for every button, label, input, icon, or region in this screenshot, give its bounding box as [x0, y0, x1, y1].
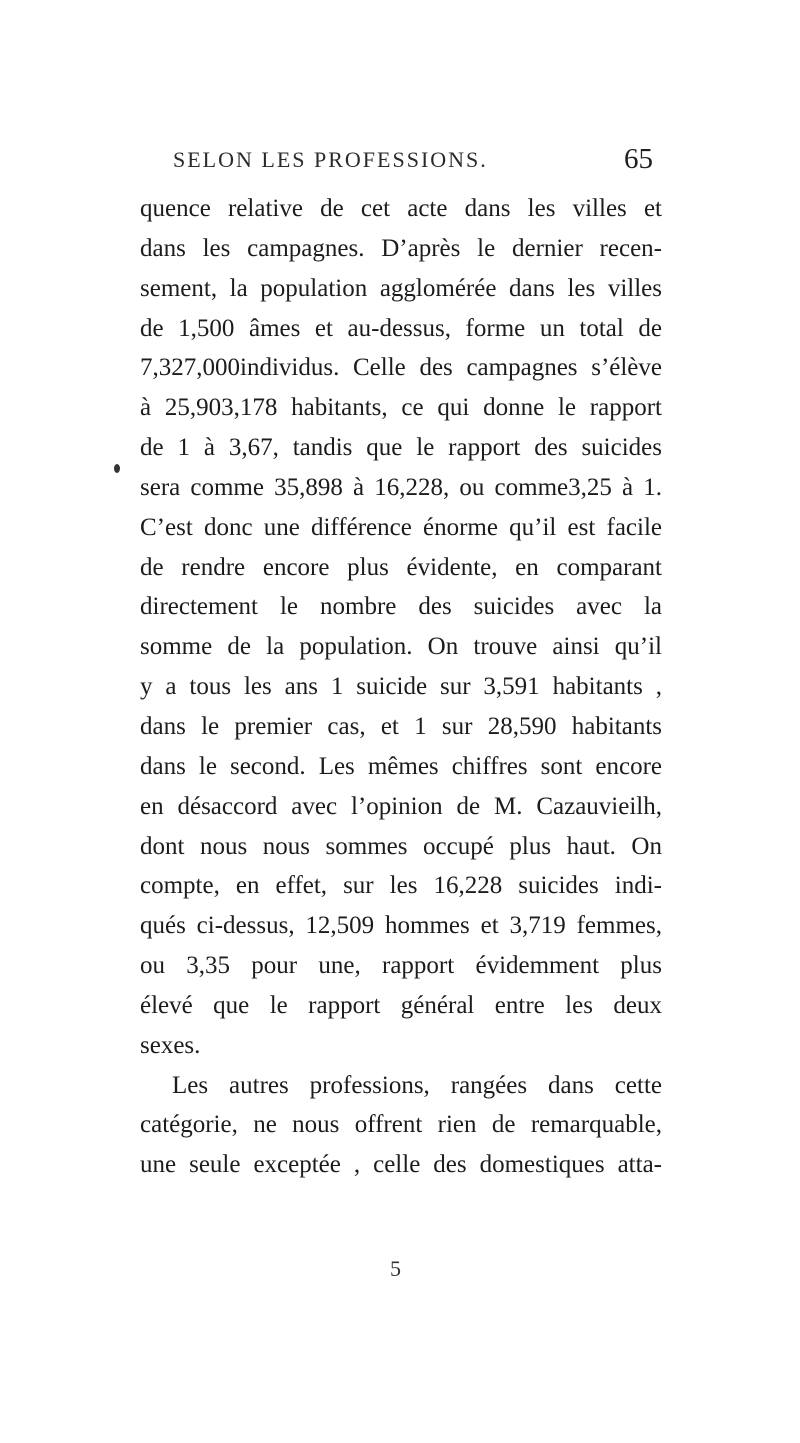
running-title: SELON LES PROFESSIONS.: [173, 147, 488, 172]
text-line: dans le premier cas, et 1 sur 28,590 habitants: [140, 712, 662, 740]
signature-mark: 5: [390, 1256, 401, 1281]
text-line: ou 3,35 pour une, rapport évidemment plus: [140, 952, 662, 980]
text-line: catégorie, ne nous offrent rien de remarquable,: [140, 1111, 662, 1139]
text-line: Les autres professions, rangées dans cette: [172, 1071, 662, 1099]
text-line: dans les campagnes. D’après le dernier recen-: [140, 234, 662, 262]
running-head: [173, 143, 653, 183]
text-line: C’est donc une différence énorme qu’il est facile: [140, 513, 662, 541]
text-line: de 1 à 3,67, tandis que le rapport des suicides: [140, 434, 662, 462]
body-text: [140, 189, 662, 1185]
margin-mark: [114, 464, 120, 473]
text-line: 7,327,000individus. Celle des campagnes s’élève: [140, 354, 662, 382]
text-line: quence relative de cet acte dans les villes et: [140, 195, 662, 222]
text-line: une seule exceptée , celle des domestiques atta-: [140, 1151, 662, 1179]
text-line: qués ci-dessus, 12,509 hommes et 3,719 femmes,: [140, 912, 662, 940]
text-line: dont nous nous sommes occupé plus haut. On: [140, 832, 662, 860]
text-line: dans le second. Les mêmes chiffres sont encore: [140, 752, 662, 780]
text-line: en désaccord avec l’opinion de M. Cazauvieilh,: [140, 792, 662, 820]
text-line: à 25,903,178 habitants, ce qui donne le rapport: [140, 394, 662, 422]
text-line: sera comme 35,898 à 16,228, ou comme3,25 à 1.: [140, 473, 662, 501]
text-line: de rendre encore plus évidente, en comparant: [140, 553, 662, 581]
text-line: somme de la population. On trouve ainsi qu’il: [140, 633, 662, 661]
text-line: de 1,500 âmes et au-dessus, forme un total de: [140, 314, 662, 342]
text-line: sexes.: [140, 1031, 201, 1059]
text-line: sement, la population agglomérée dans les villes: [140, 274, 662, 302]
text-line: compte, en effet, sur les 16,228 suicides indi-: [140, 872, 662, 900]
text-line: directement le nombre des suicides avec la: [140, 593, 662, 621]
text-line: y a tous les ans 1 suicide sur 3,591 habitants ,: [140, 673, 662, 701]
page-number: 65: [624, 143, 653, 175]
text-line: élevé que le rapport général entre les deux: [140, 991, 662, 1019]
